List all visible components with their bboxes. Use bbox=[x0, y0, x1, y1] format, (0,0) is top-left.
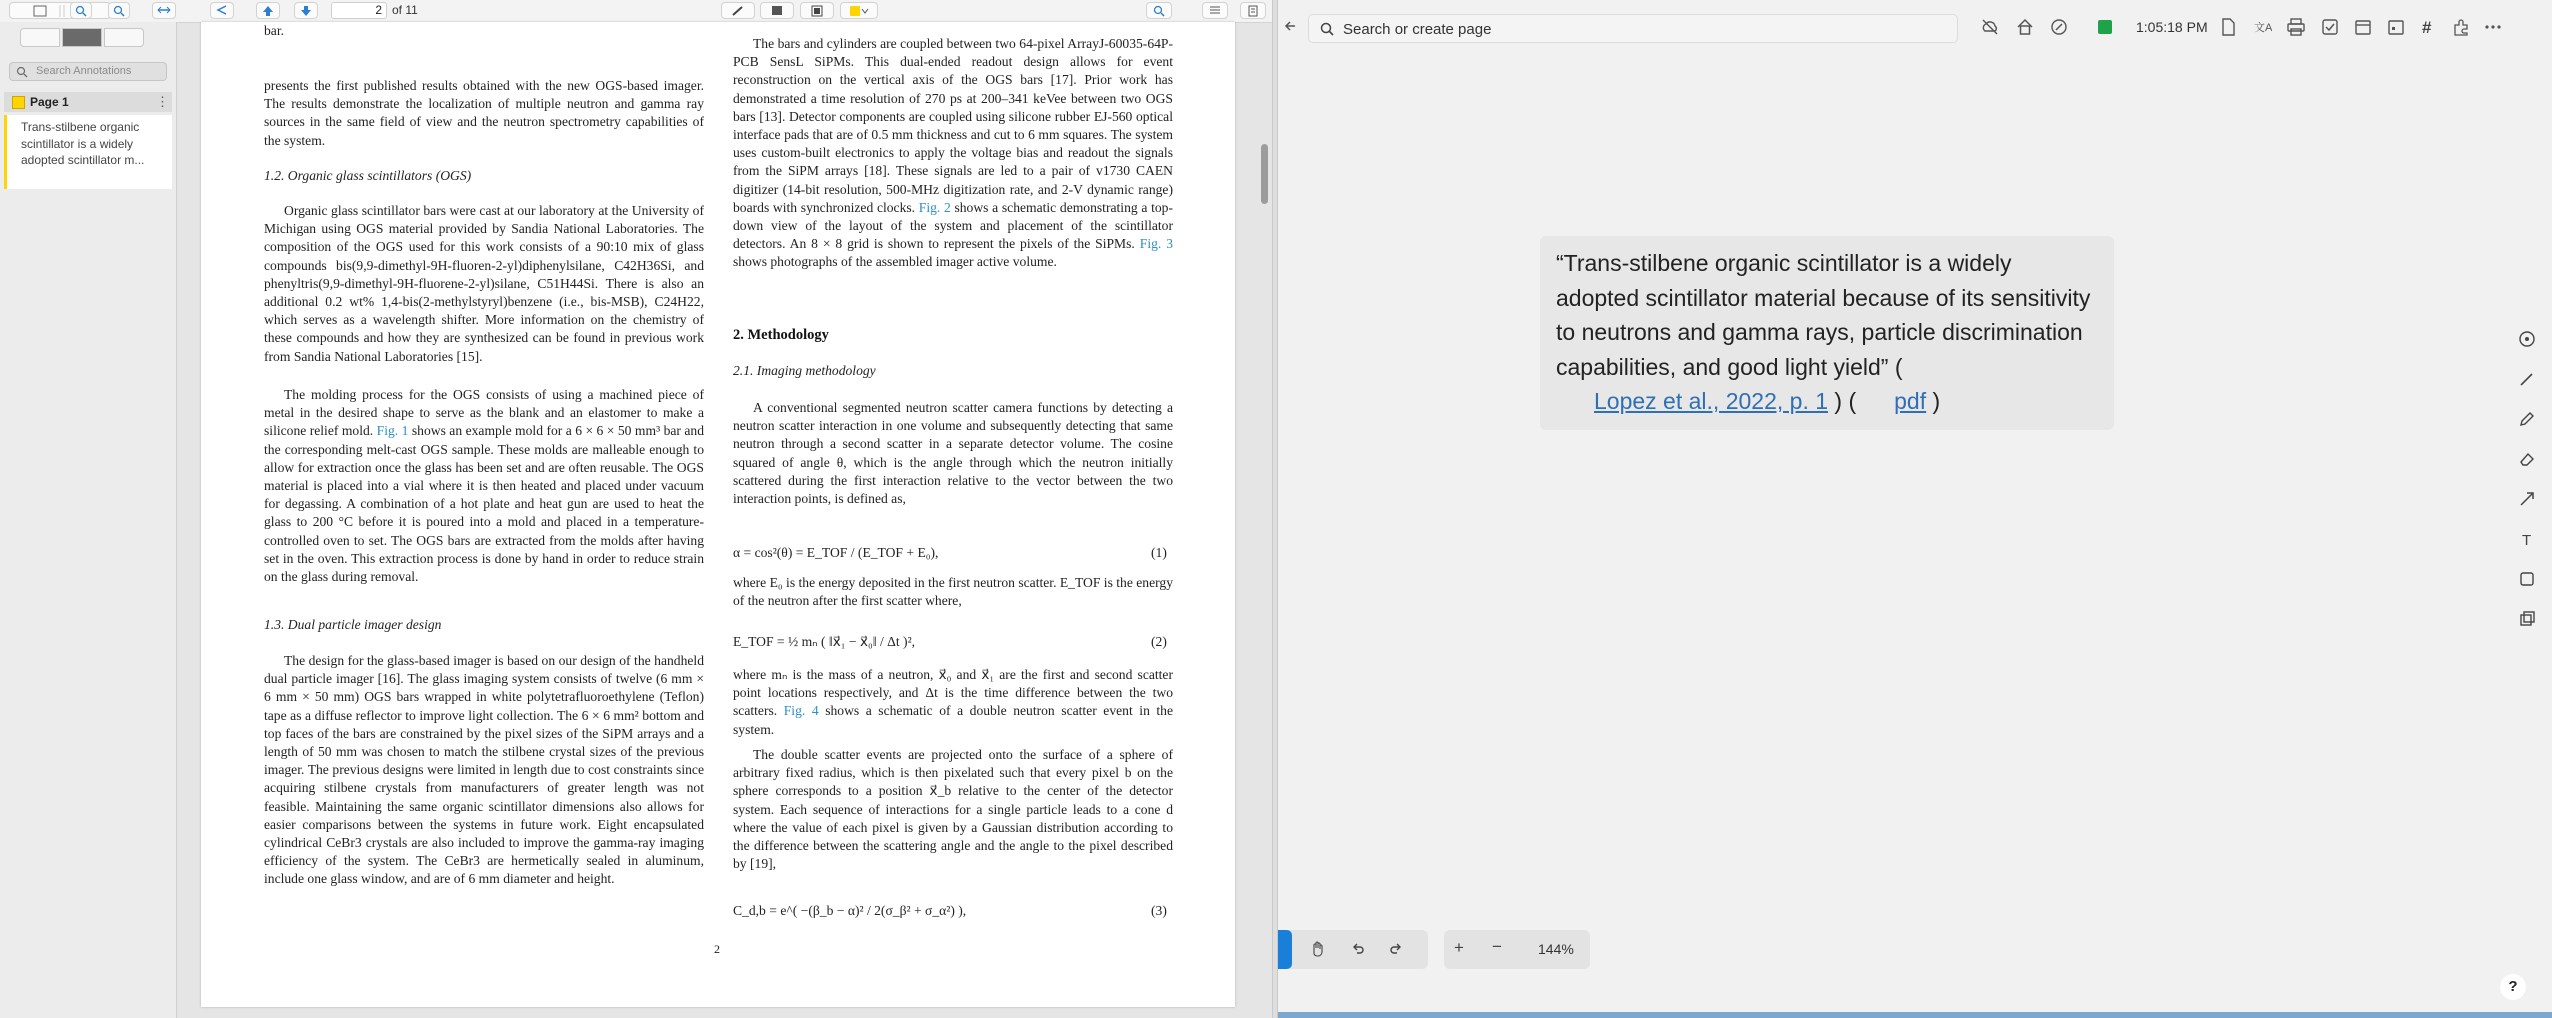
outline-tab[interactable] bbox=[104, 28, 144, 47]
pdf-paragraph bbox=[733, 35, 1173, 272]
quote-block[interactable] bbox=[1540, 236, 2114, 430]
more-menu-icon[interactable] bbox=[2483, 17, 2503, 37]
annotation-page-header[interactable] bbox=[4, 92, 172, 112]
search-placeholder: Search or create page bbox=[1343, 21, 1492, 38]
svg-text:#: # bbox=[2422, 18, 2432, 37]
annotation-page-label: Page 1 bbox=[30, 95, 69, 109]
zoom-level[interactable]: 144% bbox=[1538, 941, 1574, 957]
pdf-text-span: shows photographs of the assembled imager active volume. bbox=[733, 254, 1057, 270]
figure-link[interactable]: Fig. 2 bbox=[918, 199, 951, 215]
pdf-text-span: shows a schematic demonstrating a top-down view of the layout of the system and placement of the scintillator detectors. An 8 × 8 grid is shown to represent the pixels of the SiPMs. bbox=[733, 199, 1173, 252]
pdf-link[interactable]: pdf bbox=[1894, 388, 1927, 414]
bottom-status-strip bbox=[1278, 1012, 2552, 1018]
pdf-section-heading: 2.1. Imaging methodology bbox=[733, 363, 876, 378]
equation-2: E_TOF = ½ mₙ ( ‖x⃗₁ − x⃗₀‖ / Δt )², bbox=[733, 634, 916, 649]
figure-link[interactable]: Fig. 3 bbox=[1139, 236, 1174, 252]
note-icon[interactable] bbox=[760, 2, 794, 19]
search-input[interactable] bbox=[1308, 14, 1958, 43]
quote-end: ) bbox=[1932, 388, 1941, 414]
pdf-paragraph: presents the first published results obtained with the new OGS-based imager. The results demonstrate the localization of multiple neutron and gamma ray sources in the same field of view and the neutron spectrometry capabilities of the system. bbox=[264, 78, 704, 148]
pdf-paragraph: The double scatter events are projected onto the surface of a sphere of arbitrary fixed radius, which is then pixelated such that every pixel b on the sphere corresponds to a position x⃗_b relative to the center of the detector system. Each sequence of interactions for a single particle leads to a cone d where the value of each pixel is given by a Gaussian distribution according to the difference between the scattering angle and the angle to the pixel described by [19], bbox=[733, 747, 1173, 872]
prev-page-icon[interactable] bbox=[210, 2, 234, 19]
sidebar-toggle-button[interactable] bbox=[9, 2, 111, 19]
pdf-section-heading: 2. Methodology bbox=[733, 327, 829, 343]
plugins-icon[interactable] bbox=[2451, 17, 2471, 37]
clock: 1:05:18 PM bbox=[2136, 19, 2208, 35]
pencil-tool-icon[interactable] bbox=[2518, 370, 2536, 388]
pdf-scrollbar-thumb[interactable] bbox=[1261, 144, 1268, 204]
hand-tool-icon[interactable] bbox=[1310, 941, 1326, 962]
todo-icon[interactable] bbox=[2320, 17, 2340, 37]
portal-tool-icon[interactable] bbox=[2518, 610, 2536, 628]
rectangle-tool-icon[interactable] bbox=[2518, 570, 2536, 588]
annotation-search-input[interactable] bbox=[9, 62, 167, 81]
annotation-item-text: Trans-stilbene organic scintillator is a widely adopted scintillator m... bbox=[21, 120, 145, 167]
equation-3: C_d,b = e^( −(β_b − α)² / 2(σ_β² + σ_α²) ), bbox=[733, 903, 967, 918]
eraser-tool-icon[interactable] bbox=[2518, 450, 2536, 468]
calendar-icon[interactable] bbox=[2353, 17, 2373, 37]
zoom-in-icon[interactable] bbox=[108, 2, 130, 19]
quote-body: “Trans-stilbene organic scintillator is a widely adopted scintillator material because of its sensitivity to neutrons and gamma rays, particle discrimination capabilities, and good light yield” ( bbox=[1556, 250, 2091, 380]
highlight-pen-icon[interactable] bbox=[721, 2, 755, 19]
figure-link[interactable]: Fig. 1 bbox=[376, 423, 409, 439]
notes-pane bbox=[1278, 0, 2552, 1018]
area-select-icon[interactable] bbox=[800, 2, 834, 19]
pdf-text-span: shows an example mold for a 6 × 6 × 50 mm³ bar and the corresponding melt-cast OGS sample. These molds are malleable enough to allow for extraction once the glass has been set and are often reusable. The OGS material is placed into a vial where it is then heated and placed under vacuum for degassing. A combination of a hot plate and heat gun are used to heat the glass to 200 °C before it is poured into a mold and placed in a temperature-controlled oven to set. The OGS bars are extracted from the molds after having set in the oven. This extraction process is done by hand in order to reduce strain on the glass during removal. bbox=[264, 423, 705, 585]
pdf-paragraph bbox=[733, 666, 1173, 739]
fit-width-icon[interactable] bbox=[152, 2, 176, 19]
zoom-out-icon[interactable] bbox=[70, 2, 92, 19]
highlighter-tool-icon[interactable] bbox=[2518, 410, 2536, 428]
undo-icon[interactable] bbox=[1350, 941, 1366, 962]
pdf-paragraph: The design for the glass-based imager is based on our design of the handheld dual particle imager [16]. The glass imaging system consists of twelve (6 mm × 6 mm × 50 mm) OGS bars wrapped in white polytetrafluoroethylene (Teflon) tape as a diffuse reflector to improve light collection. The 6 × 6 mm² bottom and top faces of the bars are constrained by the pixel sizes of the SiPM arrays and a length of 50 mm was chosen to match the stilbene crystal sizes of the previous imager. The previous designs were limited in length due to cost constraints since acquiring stilbene crystals from manufacturers of greater length was not feasible. Maintaining the same organic scintillator dimensions also allows for easier comparisons between the systems in future work. Eight encapsulated cylindrical CeBr3 crystals are also included to improve the gamma-ray imaging efficiency of the system. The CeBr3 are hermetically sealed in aluminum, include one glass window, and are of 6 mm diameter and height. bbox=[264, 653, 704, 887]
thumbnails-tab[interactable] bbox=[20, 28, 60, 47]
pdf-text-span: where mₙ is the mass of a neutron, x⃗₀ and x⃗₁ are the first and second scatter point locations respectively, and Δt is the time difference between the two scatters. bbox=[733, 667, 1173, 719]
page-number-input[interactable]: 2 bbox=[331, 2, 387, 19]
page-down-icon[interactable] bbox=[294, 2, 318, 19]
search-icon bbox=[1320, 22, 1334, 36]
figure-link[interactable]: Fig. 4 bbox=[783, 703, 819, 719]
equation-number: (3) bbox=[1151, 903, 1167, 918]
highlight-icon bbox=[12, 96, 25, 109]
quote-separator: ) ( bbox=[1834, 388, 1857, 414]
quote-text bbox=[1556, 246, 2096, 419]
back-arrow-icon[interactable] bbox=[1284, 19, 1298, 35]
help-button[interactable]: ? bbox=[2500, 974, 2526, 1000]
zoom-in-icon[interactable]: + bbox=[1454, 938, 1464, 957]
sync-off-icon[interactable] bbox=[1980, 17, 2000, 37]
page-up-icon[interactable] bbox=[256, 2, 280, 19]
zoom-toolbar bbox=[1444, 930, 1590, 969]
more-options-icon[interactable]: ⋮ bbox=[156, 94, 169, 109]
annotations-sidebar bbox=[0, 22, 177, 1018]
zoom-out-icon[interactable]: − bbox=[1492, 937, 1502, 956]
sidebar-view-tabs bbox=[20, 28, 144, 47]
pdf-fragment-top: bar. bbox=[264, 23, 285, 38]
color-picker-icon[interactable] bbox=[840, 2, 878, 19]
page-number: 2 bbox=[714, 942, 720, 956]
annotations-tab[interactable] bbox=[62, 28, 102, 47]
select-tool-icon[interactable] bbox=[2518, 330, 2536, 348]
translate-icon[interactable] bbox=[2252, 17, 2272, 37]
hashtag-icon[interactable] bbox=[2419, 17, 2439, 37]
calendar-alt-icon[interactable] bbox=[2386, 17, 2406, 37]
home-icon[interactable] bbox=[2015, 17, 2035, 37]
pdf-paragraph: Organic glass scintillator bars were cast at our laboratory at the University of Michigan using OGS material provided by Sandia National Laboratories. The composition of the OGS used for this work consists of a 90:10 mix of glass compounds bis(9,9-dimethyl-9H-fluoren-2-yl)diphenylsilane, C42H36Si, and phenyltris(9,9-dimethyl-9H-fluorene-2-yl)silane, C51H44Si. There is also an additional 0.2 wt% 1,4-bis(2-methylstyryl)benzene (i.e., bis-MSB), C24H22, which serves as a wavelength shifter. More information on the chemistry of these compounds and how they are synthesized can be found in previous work from Sandia National Laboratories [15]. bbox=[264, 203, 704, 364]
print-icon[interactable] bbox=[2286, 17, 2306, 37]
whiteboard-tools-rail bbox=[2504, 318, 2552, 648]
top-bar bbox=[1278, 0, 2552, 57]
svg-text:文A: 文A bbox=[2254, 22, 2272, 34]
pdf-paragraph: where E₀ is the energy deposited in the first neutron scatter. E_TOF is the energy of the neutron after the first scatter where, bbox=[733, 575, 1174, 609]
annotation-item[interactable] bbox=[4, 115, 172, 189]
draw-icon[interactable] bbox=[2049, 17, 2069, 37]
connector-tool-icon[interactable] bbox=[2518, 490, 2536, 508]
pdf-paragraph bbox=[264, 386, 704, 586]
pdf-page bbox=[201, 22, 1235, 1007]
canvas-toolbar bbox=[1278, 930, 1428, 969]
pdf-text-span: shows a schematic of a double neutron scatter event in the system. bbox=[733, 703, 1174, 737]
equation-number: (1) bbox=[1151, 545, 1167, 560]
equation-number: (2) bbox=[1151, 634, 1167, 649]
pdf-paragraph: A conventional segmented neutron scatter camera functions by detecting a neutron scatter interaction in one volume and subsequently detecting that same neutron through a second scatter in a separate detector volume. The cosine squared of angle θ, which is the angle through which the neutron initially scattered during the first interaction relative to the vector between the two interaction points, is defined as, bbox=[733, 400, 1173, 507]
page-icon[interactable] bbox=[2218, 17, 2238, 37]
pdf-text-span: The molding process for the OGS consists of using a machined piece of metal in the desired shape to serve as the blank and an elastomer to make a silicone relief mold. bbox=[264, 387, 704, 439]
outline-icon[interactable] bbox=[1202, 2, 1228, 19]
equation-1: α = cos²(θ) = E_TOF / (E_TOF + E₀), bbox=[733, 545, 939, 560]
citation-link[interactable]: Lopez et al., 2022, p. 1 bbox=[1594, 388, 1829, 414]
redo-icon[interactable] bbox=[1388, 941, 1404, 962]
page-count-label: of 11 bbox=[392, 3, 418, 17]
select-mode-button[interactable] bbox=[1278, 930, 1292, 969]
status-indicator bbox=[2098, 20, 2112, 34]
pdf-section-heading: 1.3. Dual particle imager design bbox=[264, 617, 442, 632]
pdf-text-span: The bars and cylinders are coupled between two 64-pixel ArrayJ-60035-64P-PCB SensL SiPMs. This dual-ended readout design allows for event reconstruction on the vertical axis of the OGS bars [17]. Prior work has demonstrated a time resolution of 270 ps at 200–341 keVee between two OGS bars [13]. Detector components are coupled using silicone rubber EJ-560 optical interface pads that are of 0.5 mm thickness and cut to 6 mm squares. The system uses custom-built electronics to apply the voltage bias and readout the signals from the SiPM arrays [18]. These signals are led to a pair of v1730 CAEN digitizer (14-bit resolution, 500-MHz digitization rate, and 2-V dynamic range) boards with synchronized clocks. bbox=[733, 36, 1173, 215]
annotation-search-placeholder: Search Annotations bbox=[36, 65, 132, 77]
pdf-section-heading: 1.2. Organic glass scintillators (OGS) bbox=[264, 168, 472, 183]
pdf-toolbar bbox=[0, 0, 1272, 23]
svg-text:T: T bbox=[2522, 532, 2532, 548]
pdf-viewer-pane bbox=[0, 0, 1272, 1018]
document-properties-icon[interactable] bbox=[1240, 2, 1266, 19]
pdf-search-icon[interactable] bbox=[1146, 2, 1172, 19]
search-icon bbox=[16, 66, 28, 78]
text-tool-icon[interactable] bbox=[2518, 530, 2536, 548]
